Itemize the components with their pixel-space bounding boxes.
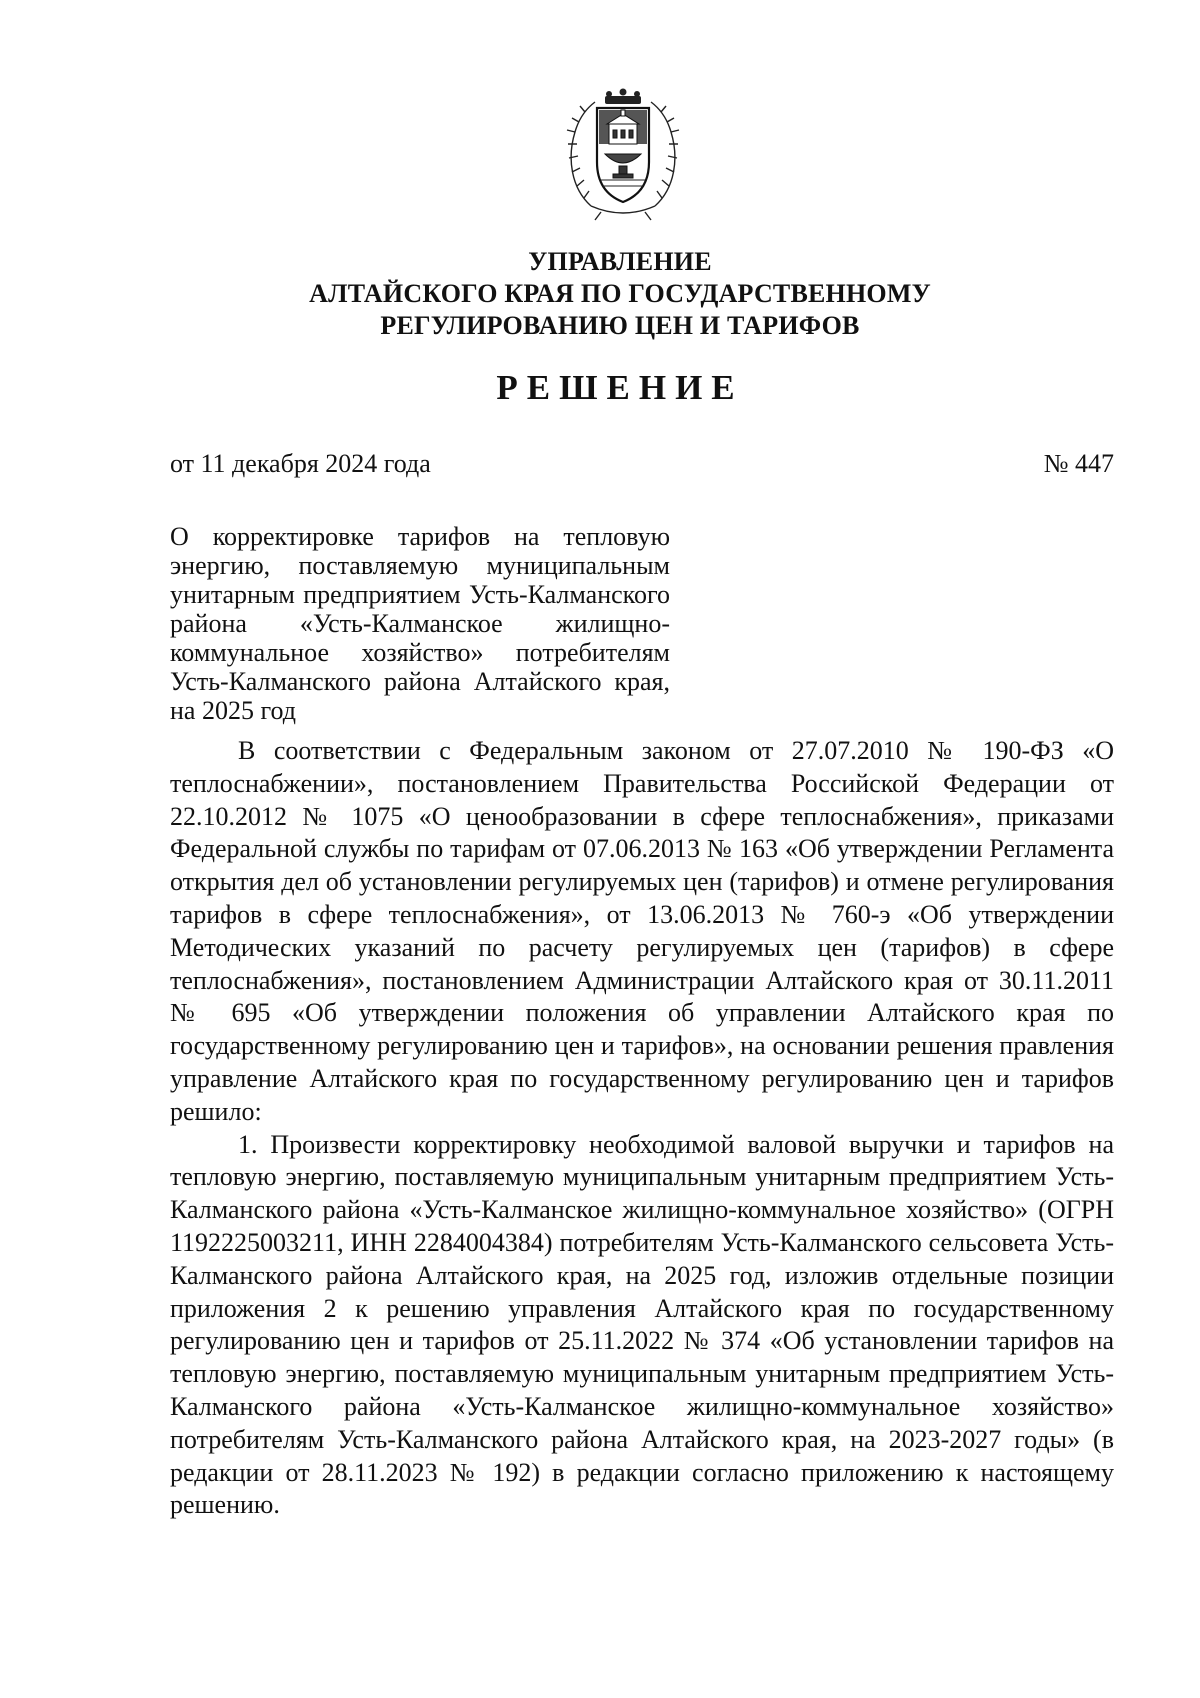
header-line-1: УПРАВЛЕНИЕ [528,247,712,276]
header-line-3: РЕГУЛИРОВАНИЮ ЦЕН И ТАРИФОВ [380,311,860,340]
altai-krai-coat-of-arms-icon [561,88,685,224]
body-item-1: 1. Произвести корректировку необходимой валовой выручки и тарифов на тепловую энергию, поставляемую муниципальным унитарным предприятием Усть-Калманского района «Усть-Калманское жилищно-коммунальное хозяйство» (ОГРН 1192225003211, ИНН 2284004384) потребителям Усть-Калманского сельсовета Усть-Калманского района Алтайского края, на 2025 год, изложив отдельные позиции приложения 2 к решению управления Алтайского края по государственному регулированию цен и тарифов от 25.11.2022 № 374 «Об установлении тарифов на тепловую энергию, поставляемую муниципальным унитарным предприятием Усть-Калманского района «Усть-Калманское жилищно-коммунальное хозяйство» потребителям Усть-Калманского района Алтайского края, на 2023-2027 годы» (в редакции от 28.11.2023 № 192) в редакции согласно приложению к настоящему решению. [170,1129,1114,1520]
issuing-authority-header [170,246,1070,342]
document-type-title: РЕШЕНИЕ [496,368,744,407]
document-date: от 11 декабря 2024 года [170,449,431,478]
header-line-2: АЛТАЙСКОГО КРАЯ ПО ГОСУДАРСТВЕННОМУ [309,279,931,308]
document-number: № 447 [1043,449,1114,478]
body-preamble: В соответствии с Федеральным законом от 27.07.2010 № 190-ФЗ «О теплоснабжении», постановлением Правительства Российской Федерации от 22.10.2012 № 1075 «О ценообразовании в сфере теплоснабжения», приказами Федеральной службы по тарифам от 07.06.2013 № 163 «Об утверждении Регламента открытия дел об установлении регулируемых цен (тарифов) и отмене регулирования тарифов в сфере теплоснабжения», от 13.06.2013 № 760-э «Об утверждении Методических указаний по расчету регулируемых цен (тарифов) в сфере теплоснабжения», постановлением Администрации Алтайского края от 30.11.2011 № 695 «Об утверждении положения об управлении Алтайского края по государственному регулированию цен и тарифов», на основании решения правления управление Алтайского края по государственному регулированию цен и тарифов решило: [170,736,1114,1126]
document-subject: О корректировке тарифов на тепловую энергию, поставляемую муниципальным унитарным предприятием Усть-Калманского района «Усть-Калманское жилищно-коммунальное хозяйство» потребителям Усть-Калманского района Алтайского края, на 2025 год [170,522,670,725]
document-body [170,735,1114,1522]
